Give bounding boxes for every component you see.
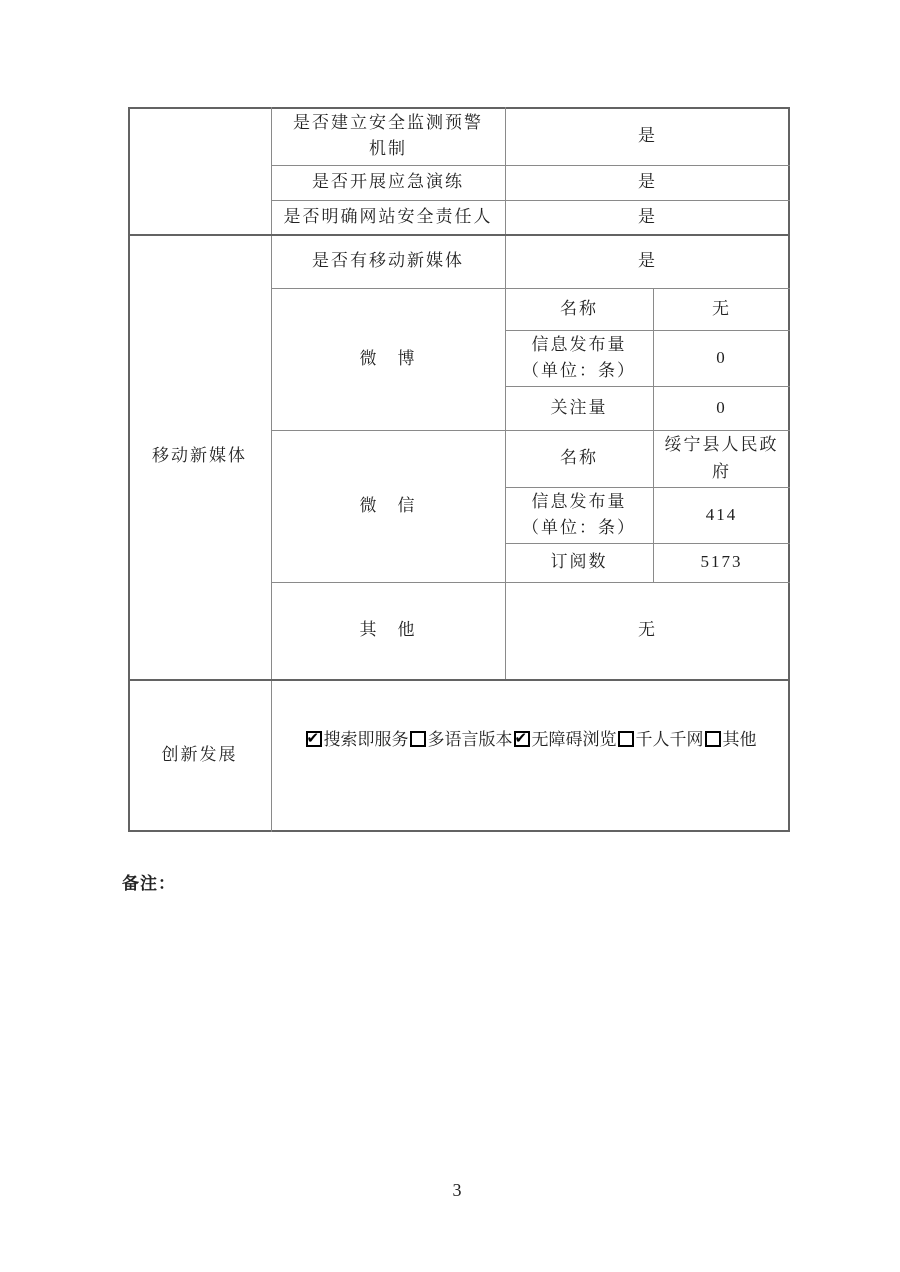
sub-row-value: 无 [712, 298, 731, 318]
row-label-text: 是否建立安全监测预警机制 [293, 112, 483, 158]
sub-row-value: 414 [705, 504, 738, 524]
sub-row-label: 订阅数 [550, 552, 608, 572]
group-label-wechat: 微 信 [359, 495, 417, 515]
sub-row-label: 名称 [560, 298, 598, 318]
row-label: 是否开展应急演练 [312, 172, 464, 192]
innovation-options [305, 727, 757, 753]
sub-row-label: 信息发布量 （单位：条） [522, 491, 636, 537]
row-label: 是否明确网站安全责任人 [283, 206, 493, 226]
checkbox-label: 搜索即服务 [323, 730, 409, 750]
sub-row-label: 信息发布量 （单位：条） [522, 334, 636, 380]
checkbox-label: 其他 [722, 730, 757, 750]
page-number: 3 [452, 1180, 462, 1200]
section-label-innovation: 创新发展 [161, 745, 238, 765]
row-value: 是 [638, 125, 657, 145]
sub-row-label: 关注量 [550, 397, 608, 417]
checkbox-label: 无障碍浏览 [531, 730, 617, 750]
checkbox-unchecked-icon [705, 731, 721, 747]
row-value: 无 [638, 620, 657, 640]
checkbox-checked-icon [514, 731, 530, 747]
sub-row-value: 0 [716, 347, 727, 367]
row-value: 是 [638, 206, 657, 226]
checkbox-checked-icon [306, 731, 322, 747]
checkbox-label: 多语言版本 [427, 730, 513, 750]
sub-row-value: 绥宁县人民政府 [664, 435, 779, 481]
sub-row-value: 0 [716, 397, 727, 417]
row-label-other: 其 他 [359, 620, 417, 640]
notes-label: 备注： [122, 874, 176, 893]
sub-row-value: 5173 [700, 552, 743, 572]
section-label-mobile-media: 移动新媒体 [152, 446, 247, 466]
innovation-options-cell [271, 679, 790, 832]
row-label: 是否有移动新媒体 [312, 250, 464, 270]
checkbox-label: 千人千网 [635, 730, 704, 750]
checkbox-unchecked-icon [410, 731, 426, 747]
group-label-weibo: 微 博 [359, 348, 417, 368]
row-value: 是 [638, 250, 657, 270]
row-value: 是 [638, 172, 657, 192]
row-label [271, 107, 505, 165]
sub-row-label: 名称 [560, 448, 598, 468]
checkbox-unchecked-icon [618, 731, 634, 747]
